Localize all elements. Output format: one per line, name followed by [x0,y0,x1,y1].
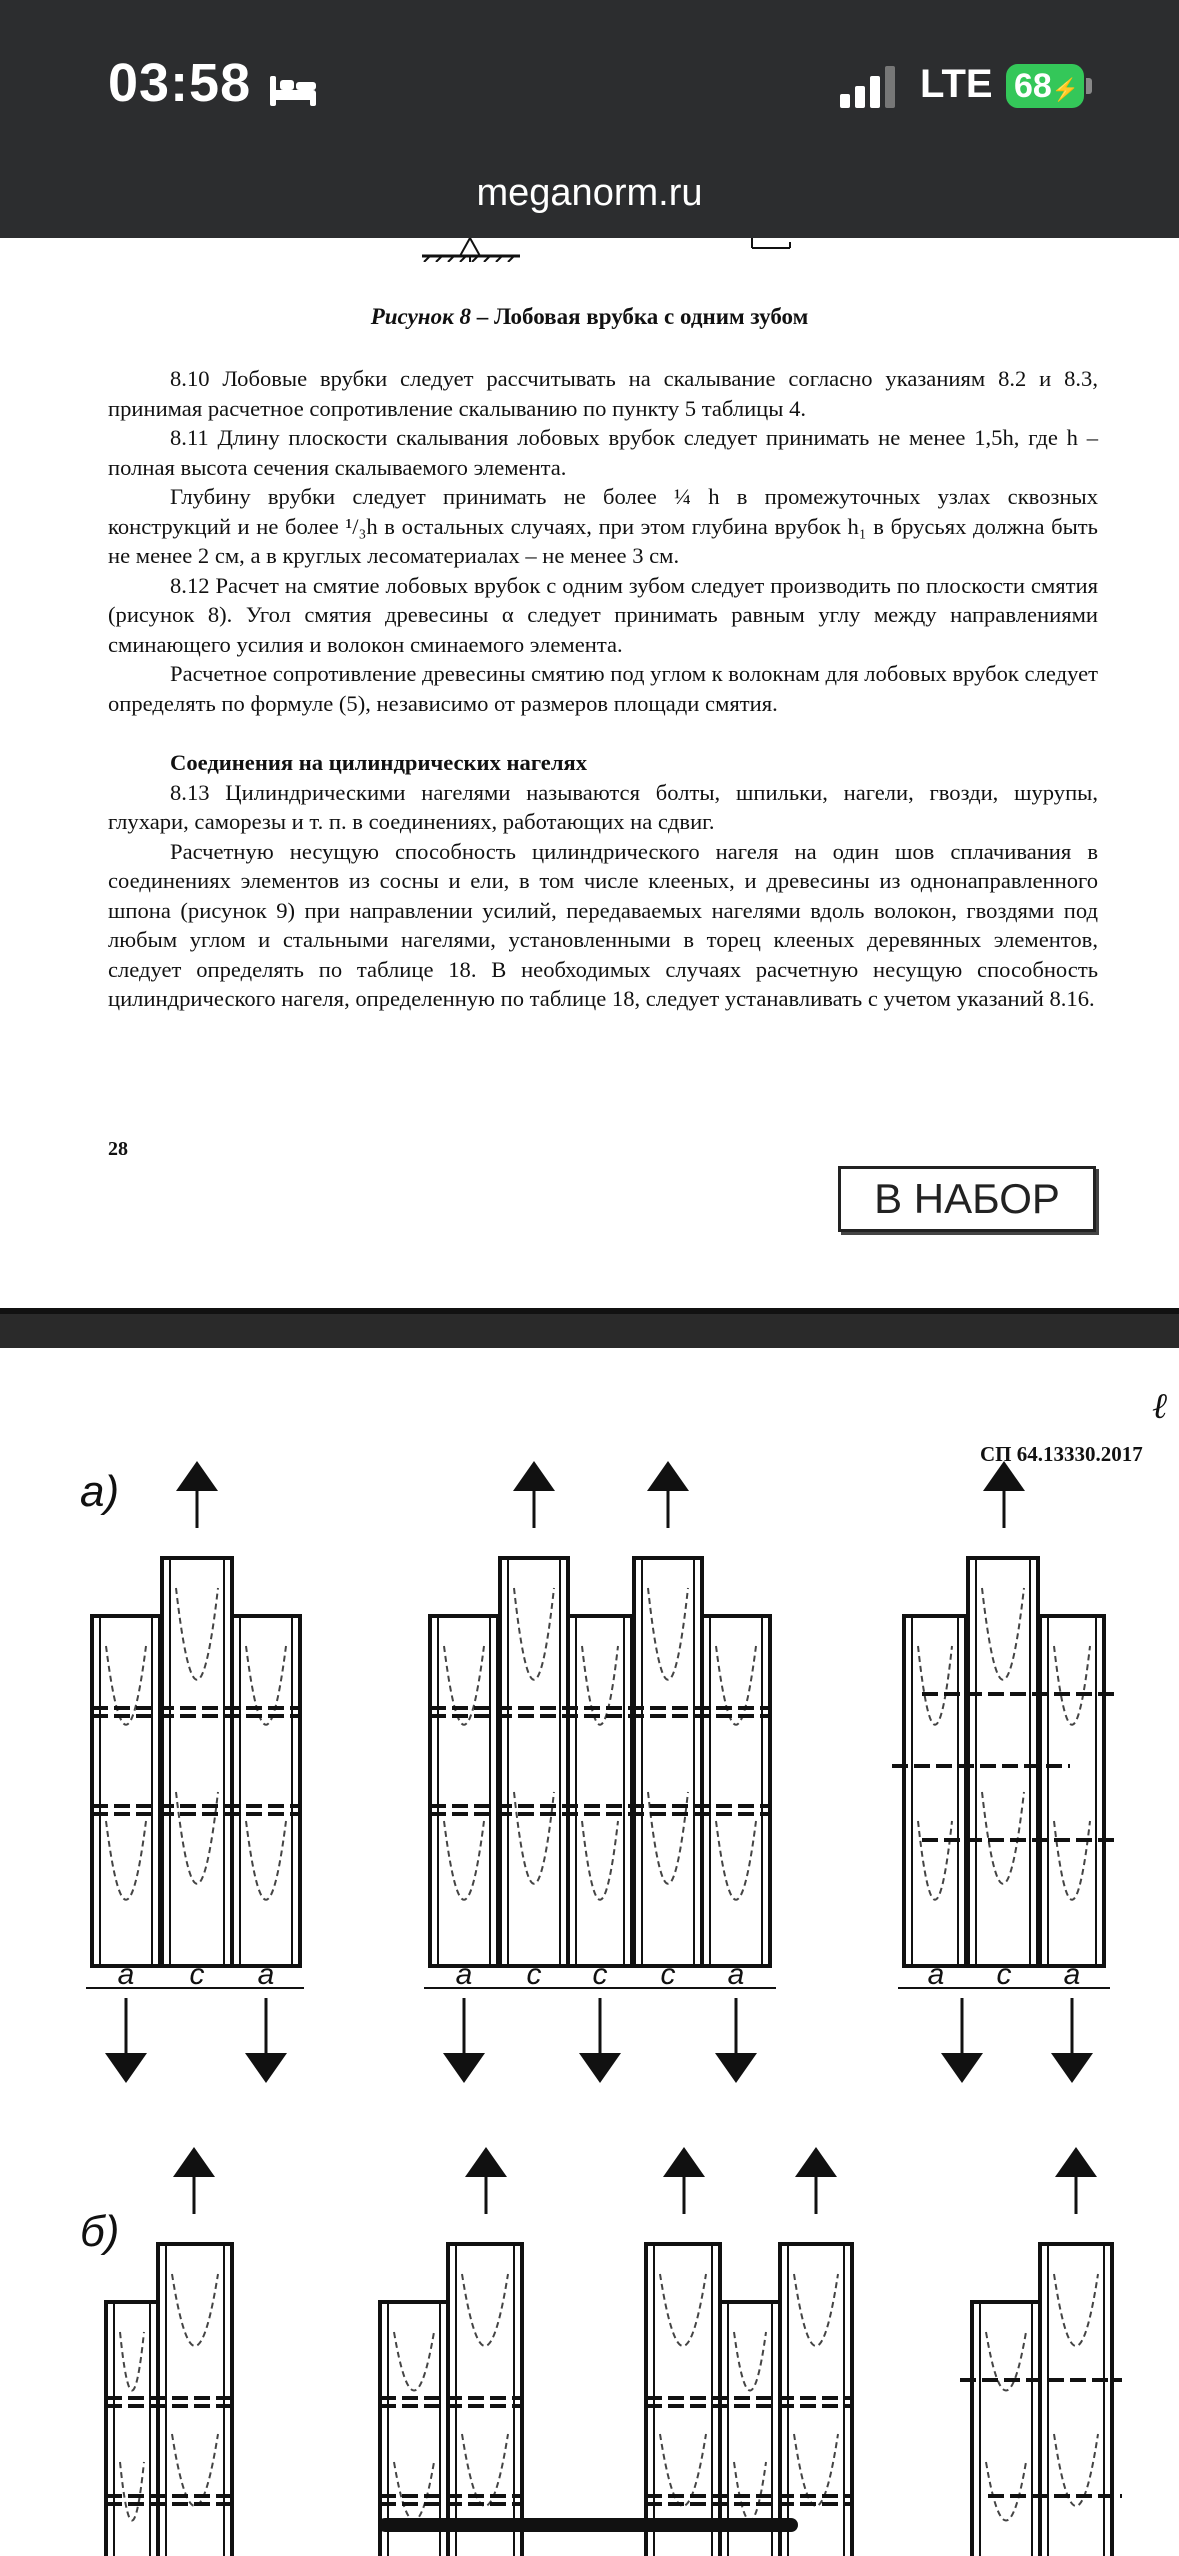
wood-grain [982,1588,1024,1680]
side-board [972,2302,1040,2556]
figure-caption [0,304,1179,330]
middle-board [634,1558,702,1966]
wood-grain [716,1821,756,1900]
dimension-label: a [727,1958,745,1991]
figure-caption-number: Рисунок 8 [370,304,471,329]
paragraph: 8.13 Цилиндрическими нагелями называются болты, шпильки, нагели, гвозди, шурупы, глухари, саморезы и т. п. в соединениях, работающих на сдвиг. [108,779,1098,834]
charging-bolt-icon: ⚡ [1051,77,1080,102]
wood-grain [918,1646,952,1725]
paragraph: 8.12 Расчет на смятие лобовых врубок с одним зубом следует производить по плоскости смятия (рисунок 8). Угол смятия древесины α следует принимать равным углу между направлениями сминающего усилия и волокон сминаемого элемента. [108,572,1098,657]
wood-grain [660,2274,706,2346]
wood-grain [444,1646,484,1725]
wood-grain [246,1821,286,1900]
dimension-label: a [257,1958,275,1991]
middle-board [968,1558,1038,1966]
section-heading: Соединения на цилиндрических нагелях [170,750,588,775]
paragraph: 8.11 Длину плоскости скалывания лобовых врубок следует принимать не менее 1,5h, где h – полная высота сечения скалываемого элемента. [108,425,1098,480]
wood-grain [1054,1646,1090,1725]
page-number: 28 [108,1138,128,1160]
side-board [1040,1616,1104,1966]
figure-8-fragment [400,238,820,262]
margin-mark: ℓ [1152,1386,1167,1426]
clock: 03:58 [108,53,252,113]
cellular-signal-icon [840,66,898,108]
page-separator-edge [0,1308,1179,1314]
wood-grain [918,1821,952,1900]
spacer [108,718,1098,748]
page-separator [0,1308,1179,1348]
wood-grain [394,2332,434,2391]
wood-grain [734,2462,766,2521]
wood-grain [648,1588,688,1680]
wood-grain [120,2462,144,2521]
dimension-label: c [526,1958,542,1991]
figure-caption-title: – Лобовая врубка с одним зубом [470,304,809,329]
paragraph: Расчетное сопротивление древесины смятию под углом к волокнам для лобовых врубок следует определять по формуле (5), независимо от размеров площади смятия. [108,661,1098,716]
dimension-label: a [455,1958,473,1991]
wood-grain [462,2274,508,2346]
status-bar [0,0,1179,238]
middle-board [162,1558,232,1966]
sleep-focus-icon [268,70,318,110]
wood-grain [120,2332,144,2391]
dimension-label: c [592,1958,608,1991]
battery-icon [1006,64,1084,108]
wood-grain [172,2274,218,2346]
dimension-label: c [660,1958,676,1991]
wood-grain [986,2462,1026,2521]
network-type: LTE [920,62,993,106]
paragraph: Глубину врубки следует принимать не более ¼ h в промежуточных узлах сквозных конструкций и не более ¹/₃h в остальных случаях, при этом глубина врубок h₁ в брусьях должна быть не менее 2 см, а в круглых лесоматериалах – не менее 3 см. [108,484,1098,568]
side-board [702,1616,770,1966]
battery-cap [1086,78,1092,94]
paragraph: Расчетную несущую способность цилиндрического нагеля на один шов сплачивания в соединениях элементов из сосны и ели, в том числе клееных, и древесины из однонаправленного шпона (рисунок 9) при направлении усилий, передаваемых нагелями вдоль волокон, гвоздями под любым углом и стальными нагелями, установленными в торец клееных деревянных элементов, следует определять по таблице 18. В необходимых случаях расчетную несущую способность цилиндрического нагеля, определенную по таблице 18, следует устанавливать с учетом указаний 8.16. [108,838,1098,1011]
side-board [232,1616,300,1966]
document-page-28 [0,238,1179,1308]
wood-grain [106,1646,146,1725]
wood-grain [514,1588,554,1680]
side-board [430,1616,498,1966]
document-page-figure-9 [0,1348,1179,2556]
wood-grain [794,2274,838,2346]
wood-grain [246,1646,286,1725]
dimension-label: a [1063,1958,1081,1991]
middle-board [500,1558,568,1966]
stamp: В НАБОР [838,1166,1096,1232]
side-board [92,1616,160,1966]
battery-level: 68 [1014,67,1052,105]
middle-board [1040,2244,1112,2556]
wood-grain [582,1821,618,1900]
dimension-label: c [996,1958,1012,1991]
wood-grain [444,1821,484,1900]
dimension-label: a [927,1958,945,1991]
side-board [568,1616,632,1966]
dimension-label: a [117,1958,135,1991]
wood-grain [1054,2274,1098,2346]
address-url[interactable]: meganorm.ru [476,172,703,214]
body-text [108,364,1098,1014]
paragraph: 8.10 Лобовые врубки следует рассчитывать на скалывание согласно указаниям 8.2 и 8.3, принимая расчетное сопротивление скалыванию по пункту 5 таблицы 4. [108,366,1098,421]
label-b: б) [80,2207,120,2256]
home-indicator[interactable] [378,2518,798,2532]
dimension-label: c [189,1958,205,1991]
wood-grain [982,1792,1024,1884]
wood-grain [394,2462,434,2521]
wood-grain [734,2332,766,2391]
wood-grain [716,1646,756,1725]
wood-grain [582,1646,618,1725]
side-board [904,1616,966,1966]
label-a: а) [80,1467,120,1516]
figure-9-drawing [0,1348,1179,2556]
wood-grain [1054,1821,1090,1900]
wood-grain [106,1821,146,1900]
wood-grain [176,1588,218,1680]
document-code: СП 64.13330.2017 [980,1442,1143,1466]
